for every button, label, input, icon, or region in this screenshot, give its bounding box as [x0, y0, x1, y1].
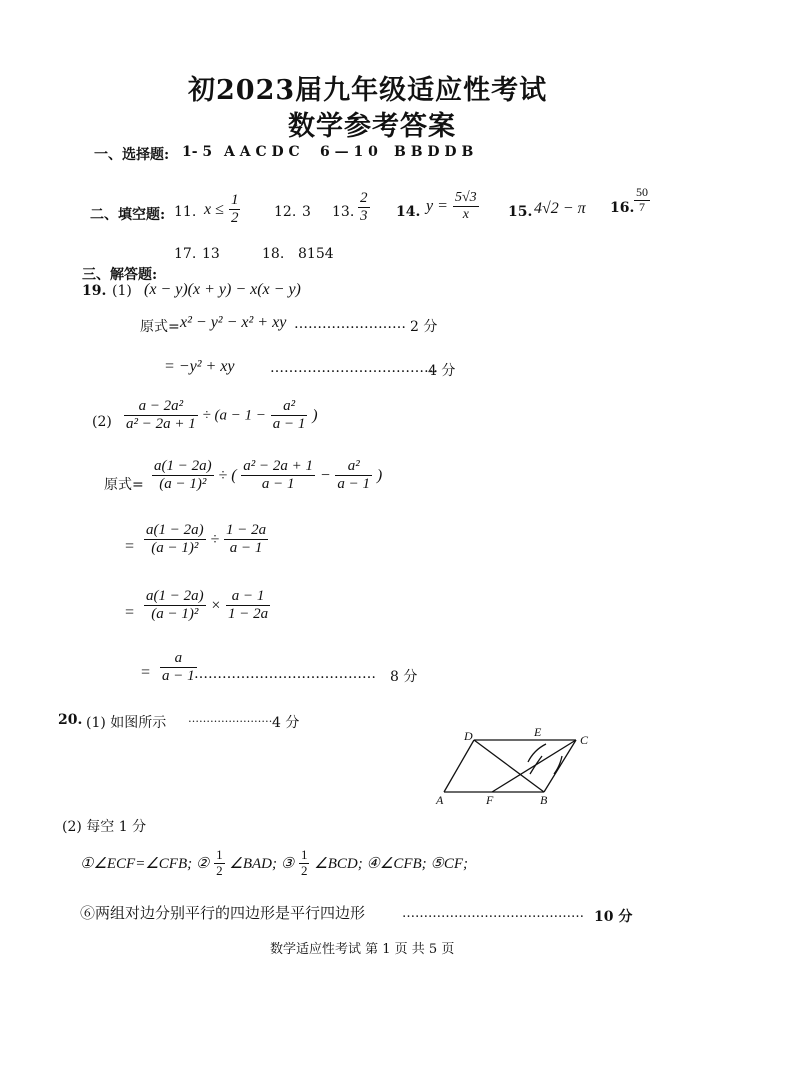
row3-num: a(1 − 2a) [144, 588, 206, 606]
row1-f3den: a − 1 [337, 476, 371, 493]
q11-fraction [229, 192, 241, 228]
row4-eq: = [140, 664, 151, 681]
half-1-den: 2 [216, 862, 223, 878]
q18-answer: 8154 [298, 246, 334, 262]
q19-score2: 4 分 [428, 363, 456, 379]
q11-num: 1 [229, 192, 241, 210]
q16-fraction [634, 186, 650, 215]
q14-number: 14. [396, 204, 421, 220]
q16-number: 16. [610, 200, 635, 216]
q16-answer [634, 186, 650, 215]
q11-lhs: x ≤ [204, 200, 224, 218]
q20-score1: 4 分 [272, 715, 300, 731]
row1-minus: − [319, 466, 331, 484]
half-2-den: 2 [300, 862, 308, 878]
q13-answer [358, 190, 370, 226]
q19-dots1: …………………… [294, 316, 406, 332]
row1-frac3 [335, 458, 372, 494]
q20-part1: (1) 如图所示 [86, 715, 167, 731]
label-B: B [540, 793, 548, 807]
q20-number: 20. [58, 712, 83, 728]
q17-number: 17. [174, 246, 197, 262]
row1-div: ÷ ( [218, 466, 237, 484]
q20-score2: 10 分 [594, 909, 633, 925]
construction-arc-2 [528, 744, 546, 762]
label-F: F [486, 793, 494, 807]
row3-frac1 [144, 588, 206, 624]
expr2-frac2 [271, 398, 308, 434]
row1-num: a(1 − 2a) [152, 458, 214, 476]
q19-row3 [144, 588, 270, 624]
half-2-num: 1 [300, 847, 308, 862]
page-title: 初2023届九年级适应性考试 [188, 75, 548, 106]
row2-fden: a − 1 [229, 540, 263, 557]
row3-eq: = [124, 604, 135, 621]
expr2-num: a − 2a² [124, 398, 198, 416]
parallelogram-diagram [430, 726, 600, 810]
section2-label: 二、填空题: [90, 207, 166, 223]
q19-dots2: ……………………………… [270, 360, 438, 376]
label-D: D [464, 729, 473, 743]
q19-expr1: (x − y)(x + y) − x(x − y) [144, 281, 301, 298]
q13-number: 13. [332, 204, 355, 220]
row2-eq: = [124, 538, 135, 555]
row2-frac2 [224, 522, 268, 558]
q19-row1 [152, 458, 382, 494]
q12-number: 12. [274, 204, 297, 220]
q19-step1: x² − y² − x² + xy [180, 314, 287, 331]
row4-frac [160, 650, 197, 686]
row3-frac2 [226, 588, 270, 624]
row3-times: × [210, 596, 222, 614]
q19-expr2 [124, 398, 318, 434]
section3-label: 三、解答题: [82, 267, 158, 283]
row1-frac1 [152, 458, 214, 494]
q19-orig-label-2: 原式= [104, 477, 144, 493]
q19-part2: (2) [92, 414, 112, 430]
half-1-num: 1 [216, 847, 223, 862]
choice-answers-1: A A C D C [224, 144, 300, 160]
section1-label: 一、选择题: [94, 147, 170, 163]
half-1 [214, 848, 225, 879]
expr2-rest: ÷ (a − 1 − [202, 407, 267, 424]
q11-den: 2 [230, 210, 239, 227]
fill-bad: ∠BAD; ③ [229, 855, 295, 872]
expr2-close: ) [312, 406, 318, 424]
half-2 [299, 848, 310, 879]
q11-answer [204, 192, 240, 228]
fill-1-2: ①∠ECF=∠CFB; ② [80, 855, 210, 872]
q13-den: 3 [360, 208, 368, 225]
q20-part2: (2) 每空 1 分 [62, 819, 147, 835]
expr2-fden: a − 1 [272, 416, 306, 433]
q16-den: 7 [639, 199, 645, 214]
q17-answer: 13 [202, 246, 220, 262]
row1-den: (a − 1)² [159, 476, 207, 493]
page-subtitle: 数学参考答案 [288, 111, 456, 142]
page-footer: 数学适应性考试 第 1 页 共 5 页 [270, 942, 455, 957]
q12-answer: 3 [302, 204, 311, 220]
expr2-den: a² − 2a + 1 [126, 416, 196, 433]
row1-f2num: a² − 2a + 1 [241, 458, 315, 476]
q20-line6: ⑥两组对边分别平行的四边形是平行四边形 [80, 904, 366, 922]
construction-arc-1 [530, 756, 542, 774]
q14-num: 5√3 [453, 190, 479, 207]
q20-fill-line [80, 848, 468, 879]
choice-range-1: 1- 5 [182, 144, 213, 160]
row4-den: a − 1 [162, 668, 195, 685]
expr2-frac [124, 398, 198, 434]
choice-range-2: 6 — 1 0 [320, 144, 378, 160]
expr2-fnum: a² [271, 398, 308, 416]
q19-step2: = −y² + xy [164, 358, 235, 375]
q18-number: 18. [262, 246, 285, 262]
q15-answer: 4√2 − π [534, 200, 586, 217]
q15-number: 15. [508, 204, 533, 220]
choice-answers-2: B B D D B [394, 144, 474, 160]
row4-num: a [160, 650, 197, 668]
q19-row4 [160, 650, 197, 686]
q20-dots1: …………………… [188, 712, 276, 725]
label-A: A [436, 793, 444, 807]
row2-den: (a − 1)² [151, 540, 199, 557]
row1-f3num: a² [335, 458, 372, 476]
q14-answer [426, 190, 479, 223]
q11-number: 11. [174, 204, 197, 220]
row2-div: ÷ [210, 530, 220, 548]
row3-den: (a − 1)² [151, 606, 199, 623]
row2-num: a(1 − 2a) [144, 522, 206, 540]
q14-fraction [453, 190, 479, 223]
row1-frac2 [241, 458, 315, 494]
q19-orig-label: 原式= [140, 319, 180, 335]
q19-part1: (1) [112, 283, 132, 299]
row2-fnum: 1 − 2a [224, 522, 268, 540]
q14-den: x [462, 207, 469, 223]
q16-num: 50 [636, 185, 648, 199]
q19-score1: 2 分 [410, 319, 438, 335]
fill-bcd: ∠BCD; ④∠CFB; ⑤CF; [314, 855, 469, 872]
q13-fraction [358, 190, 370, 226]
row1-f2den: a − 1 [261, 476, 295, 493]
q14-lhs: y = [426, 197, 448, 215]
q19-dots3: ………………………………… [194, 666, 376, 682]
row3-fnum: a − 1 [226, 588, 270, 606]
side-BC [544, 740, 576, 792]
label-C: C [580, 733, 589, 747]
q19-row2 [144, 522, 268, 558]
row3-fden: 1 − 2a [227, 606, 269, 623]
side-AD [444, 740, 474, 792]
row2-frac1 [144, 522, 206, 558]
row1-close: ) [376, 466, 383, 484]
q19-score3: 8 分 [390, 669, 418, 685]
q13-num: 2 [358, 190, 370, 208]
q20-dots2: …………………………………… [402, 906, 584, 921]
q19-number: 19. [82, 283, 107, 299]
label-E: E [534, 726, 542, 739]
